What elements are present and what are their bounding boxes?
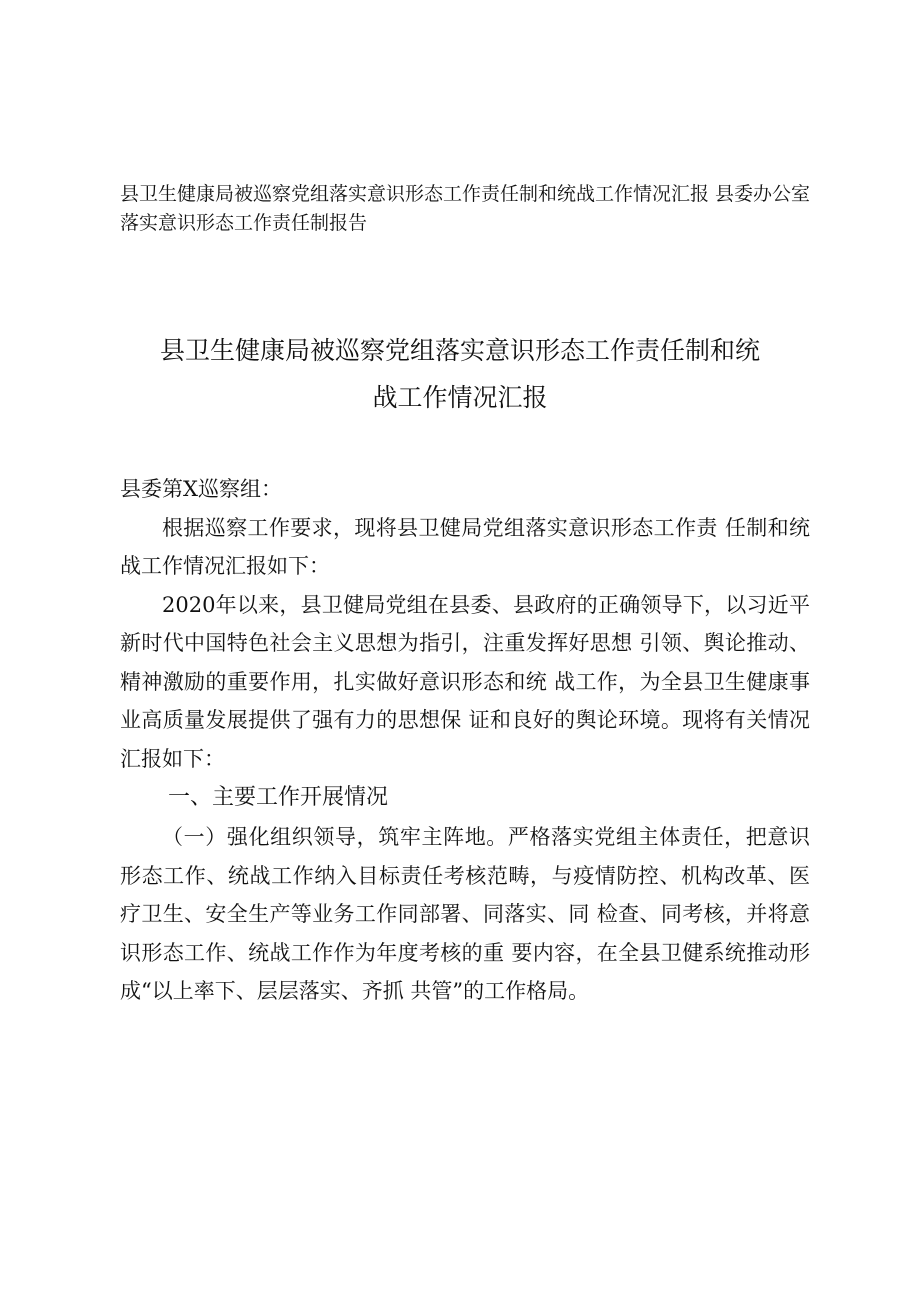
document-header: 县卫生健康局被巡察党组落实意识形态工作责任制和统战工作情况汇报 县委办公室落实意识形态工作责任制报告 (120, 183, 811, 234)
document-body (120, 470, 810, 1011)
paragraph-organization: （一）强化组织领导，筑牢主阵地。严格落实党组主体责任，把意识形态工作、统战工作纳入目标责任考核范畴，与疫情防控、机构改革、医疗卫生、安全生产等业务工作同部署、同落实、同 检查、同考核，并将意识形态工作、统战工作作为年度考核的重 要内容，在全县卫健系统推动形成“以上率下、层层落实、齐抓 共管”的工作格局。 (120, 825, 810, 1003)
section-heading-1: 一、主要工作开展情况 (168, 785, 389, 810)
paragraph-overview: 2020年以来，县卫健局党组在县委、县政府的正确领导下，以习近平新时代中国特色社会主义思想为指引，注重发挥好思想 引领、舆论推动、精神激励的重要作用，扎实做好意识形态和统 战工作，为全县卫生健康事业高质量发展提供了强有力的思想保 证和良好的舆论环境。现将有关情况汇报如下： (120, 592, 810, 771)
salutation: 县委第X巡察组： (120, 477, 282, 501)
title-line-1: 县卫生健康局被巡察党组落实意识形态工作责任制和统 (159, 336, 760, 365)
paragraph-intro: 根据巡察工作要求，现将县卫健局党组落实意识形态工作责 任制和统战工作情况汇报如下： (120, 515, 810, 578)
document-title (100, 327, 820, 421)
title-line-2: 战工作情况汇报 (372, 383, 548, 412)
